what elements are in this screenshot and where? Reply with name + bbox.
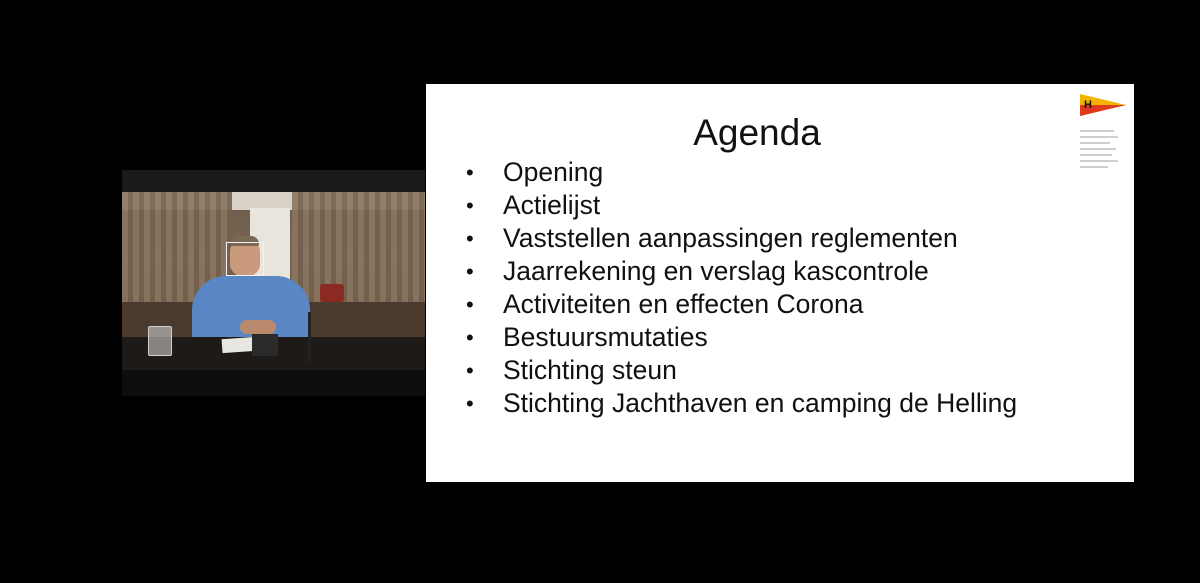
laptop	[252, 334, 278, 356]
logo-text-line	[1080, 166, 1108, 168]
agenda-item	[466, 354, 1017, 387]
bullet: •	[466, 193, 474, 218]
agenda-item	[466, 288, 1017, 321]
agenda-item	[466, 222, 1017, 255]
water-glass	[148, 326, 172, 356]
video-tile[interactable]	[122, 170, 425, 396]
bullet: •	[466, 259, 474, 284]
agenda-list	[466, 156, 1017, 420]
hands	[240, 320, 276, 334]
video-frame	[122, 192, 425, 370]
face-detection-box	[226, 242, 264, 276]
bullet: •	[466, 358, 474, 383]
bullet: •	[466, 160, 474, 185]
agenda-item-label: Stichting Jachthaven en camping de Helling	[503, 388, 1018, 418]
bullet: •	[466, 391, 474, 416]
agenda-item-label: Jaarrekening en verslag kascontrole	[503, 256, 929, 286]
agenda-item-label: Vaststellen aanpassingen reglementen	[503, 223, 958, 253]
agenda-item	[466, 189, 1017, 222]
video-bottom-bar	[122, 370, 425, 396]
agenda-item	[466, 255, 1017, 288]
bullet: •	[466, 292, 474, 317]
logo-text-line	[1080, 160, 1118, 162]
agenda-item-label: Bestuursmutaties	[503, 322, 708, 352]
agenda-item	[466, 321, 1017, 354]
logo-letter: H	[1084, 99, 1092, 111]
logo-text-line	[1080, 154, 1112, 156]
bullet: •	[466, 226, 474, 251]
agenda-item	[466, 156, 1017, 189]
agenda-item	[466, 387, 1017, 420]
bullet: •	[466, 325, 474, 350]
slide-title: Agenda	[693, 112, 821, 153]
agenda-item-label: Activiteiten en effecten Corona	[503, 289, 864, 319]
agenda-item-label: Actielijst	[503, 190, 601, 220]
chair	[320, 284, 344, 302]
curtain-right	[292, 192, 425, 302]
agenda-item-label: Opening	[503, 157, 604, 187]
video-top-bar	[122, 170, 425, 192]
agenda-item-label: Stichting steun	[503, 355, 677, 385]
microphone-stand	[308, 312, 311, 362]
presentation-slide	[426, 84, 1134, 482]
